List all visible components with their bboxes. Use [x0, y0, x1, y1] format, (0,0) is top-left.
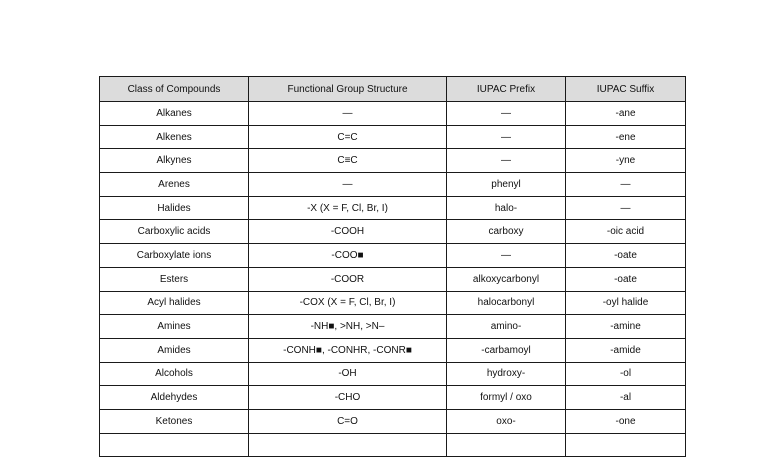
cell-class: Halides [100, 196, 249, 220]
table-row [100, 291, 686, 315]
cell-prefix: carboxy [447, 220, 566, 244]
cell-class: Alkenes [100, 125, 249, 149]
cell-structure: — [249, 102, 447, 126]
table-row-partial [100, 433, 686, 457]
cell-prefix: amino- [447, 315, 566, 339]
cell-class: Esters [100, 267, 249, 291]
cell-structure: -COOR [249, 267, 447, 291]
table-body [100, 102, 686, 457]
cell-suffix: -one [566, 409, 686, 433]
table-row [100, 315, 686, 339]
header-class: Class of Compounds [100, 77, 249, 102]
cell-class: Amides [100, 338, 249, 362]
cell-class: Carboxylic acids [100, 220, 249, 244]
cell-class: Aldehydes [100, 386, 249, 410]
header-prefix: IUPAC Prefix [447, 77, 566, 102]
cell-prefix: hydroxy- [447, 362, 566, 386]
cell-structure: -X (X = F, Cl, Br, I) [249, 196, 447, 220]
cell-prefix: — [447, 102, 566, 126]
cell-structure: -OH [249, 362, 447, 386]
cell-structure: -COOH [249, 220, 447, 244]
cell-suffix: -oic acid [566, 220, 686, 244]
table-row [100, 267, 686, 291]
cell-structure: -NH■, >NH, >N– [249, 315, 447, 339]
cell-structure: C=O [249, 409, 447, 433]
cell-prefix: halo- [447, 196, 566, 220]
cell-structure: — [249, 173, 447, 197]
cell-structure: C≡C [249, 149, 447, 173]
table-header [100, 77, 686, 102]
table-row [100, 338, 686, 362]
cell-suffix: -ol [566, 362, 686, 386]
cell-prefix: phenyl [447, 173, 566, 197]
cell-suffix: — [566, 173, 686, 197]
cell-suffix: -oyl halide [566, 291, 686, 315]
cell-class: Arenes [100, 173, 249, 197]
cell-class: Carboxylate ions [100, 244, 249, 268]
cell-structure: -COX (X = F, Cl, Br, I) [249, 291, 447, 315]
cell-suffix: -yne [566, 149, 686, 173]
cell-prefix: -carbamoyl [447, 338, 566, 362]
cell-prefix: halocarbonyl [447, 291, 566, 315]
header-row [100, 77, 686, 102]
table-row [100, 149, 686, 173]
cell-empty [100, 433, 249, 457]
cell-suffix: -oate [566, 267, 686, 291]
cell-suffix: — [566, 196, 686, 220]
cell-empty [447, 433, 566, 457]
cell-class: Alcohols [100, 362, 249, 386]
header-structure: Functional Group Structure [249, 77, 447, 102]
table-row [100, 173, 686, 197]
table-row [100, 362, 686, 386]
cell-class: Acyl halides [100, 291, 249, 315]
cell-empty [249, 433, 447, 457]
table-row [100, 196, 686, 220]
cell-prefix: alkoxycarbonyl [447, 267, 566, 291]
cell-class: Ketones [100, 409, 249, 433]
table-row [100, 244, 686, 268]
cell-structure: C=C [249, 125, 447, 149]
cell-structure: -COO■ [249, 244, 447, 268]
cell-prefix: — [447, 149, 566, 173]
cell-prefix: — [447, 244, 566, 268]
cell-suffix: -ane [566, 102, 686, 126]
cell-suffix: -amide [566, 338, 686, 362]
table-row [100, 409, 686, 433]
table-row [100, 102, 686, 126]
cell-prefix: — [447, 125, 566, 149]
table-row [100, 386, 686, 410]
table-row [100, 220, 686, 244]
header-suffix: IUPAC Suffix [566, 77, 686, 102]
cell-prefix: formyl / oxo [447, 386, 566, 410]
functional-groups-table-container [99, 76, 685, 457]
cell-suffix: -oate [566, 244, 686, 268]
cell-class: Alkanes [100, 102, 249, 126]
cell-suffix: -ene [566, 125, 686, 149]
cell-prefix: oxo- [447, 409, 566, 433]
cell-structure: -CHO [249, 386, 447, 410]
cell-empty [566, 433, 686, 457]
cell-class: Alkynes [100, 149, 249, 173]
cell-class: Amines [100, 315, 249, 339]
cell-structure: -CONH■, -CONHR, -CONR■ [249, 338, 447, 362]
table-row [100, 125, 686, 149]
cell-suffix: -amine [566, 315, 686, 339]
cell-suffix: -al [566, 386, 686, 410]
functional-groups-table [99, 76, 686, 457]
